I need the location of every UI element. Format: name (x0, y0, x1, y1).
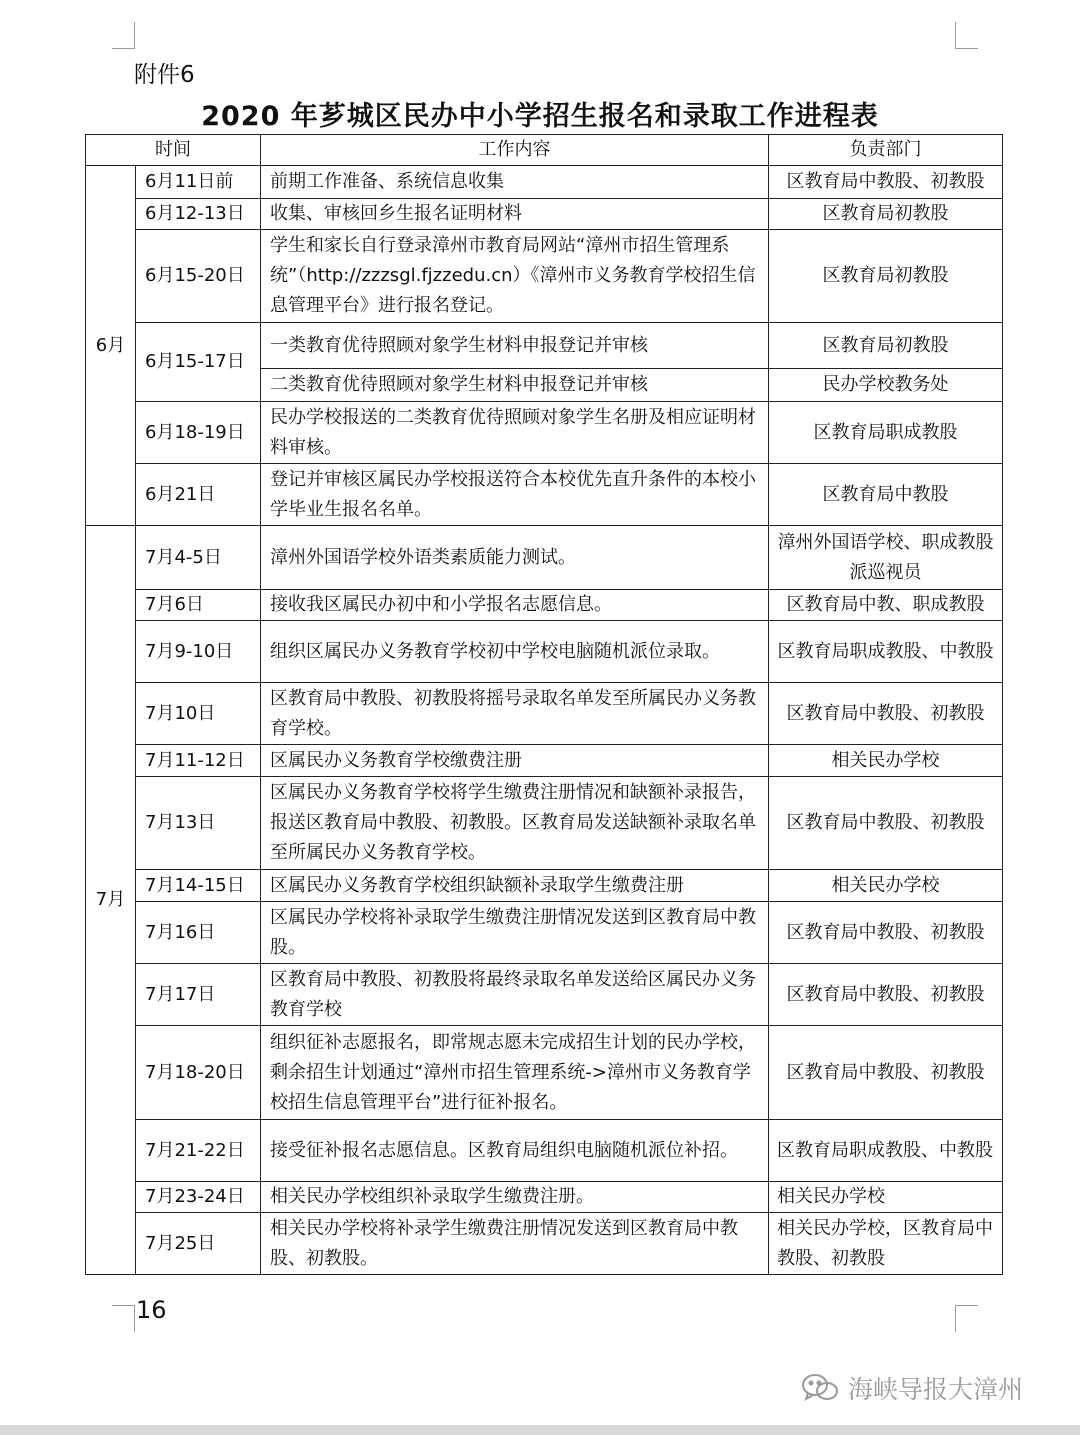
content-cell: 区属民办义务教育学校组织缺额补录取学生缴费注册 (261, 870, 769, 902)
department-cell: 区教育局中教股、初教股 (769, 683, 1003, 745)
content-cell: 组织区属民办义务教育学校初中学校电脑随机派位录取。 (261, 621, 769, 683)
content-cell: 相关民办学校将补录学生缴费注册情况发送到区教育局中教股、初教股。 (261, 1213, 769, 1275)
month-cell-june: 6月 (86, 166, 136, 526)
table-row (86, 1026, 1003, 1120)
date-cell: 7月9-10日 (136, 621, 261, 683)
column-header-department: 负责部门 (769, 135, 1003, 166)
watermark-text: 海峡导报大漳州 (848, 1375, 1024, 1404)
content-cell: 区属民办义务教育学校缴费注册 (261, 745, 769, 777)
table-row (86, 590, 1003, 621)
date-cell: 6月15-17日 (136, 323, 261, 402)
date-cell: 7月14-15日 (136, 870, 261, 902)
date-cell: 7月6日 (136, 590, 261, 621)
table-row (86, 199, 1003, 230)
table-row (86, 464, 1003, 526)
month-cell-july: 7月 (86, 526, 136, 1275)
department-cell: 区教育局初教股 (769, 199, 1003, 230)
table-row (86, 621, 1003, 683)
table-row (86, 402, 1003, 464)
content-cell: 二类教育优待照顾对象学生材料申报登记并审核 (261, 369, 769, 402)
department-cell: 区教育局中教、职成教股 (769, 590, 1003, 621)
crop-mark-bottom-left (112, 1305, 135, 1332)
department-cell: 区教育局初教股 (769, 230, 1003, 323)
crop-mark-top-right (955, 22, 978, 49)
department-cell: 区教育局中教股、初教股 (769, 964, 1003, 1026)
content-cell: 组织征补志愿报名，即常规志愿未完成招生计划的民办学校，剩余招生计划通过“漳州市招生管理系统->漳州市义务教育学校招生信息管理平台”进行征补报名。 (261, 1026, 769, 1120)
department-cell: 区教育局中教股、初教股 (769, 166, 1003, 199)
watermark (800, 1370, 1060, 1406)
department-cell: 区教育局中教股 (769, 464, 1003, 526)
table-row (86, 323, 1003, 369)
date-cell: 6月21日 (136, 464, 261, 526)
content-cell: 收集、审核回乡生报名证明材料 (261, 199, 769, 230)
page-title: 2020 年芗城区民办中小学招生报名和录取工作进程表 (201, 101, 879, 132)
content-cell: 区教育局中教股、初教股将摇号录取名单发至所属民办义务教育学校。 (261, 683, 769, 745)
attachment-label: 附件6 (134, 62, 195, 88)
department-cell: 漳州外国语学校、职成教股派巡视员 (769, 526, 1003, 590)
department-cell: 区教育局职成教股、中教股 (769, 621, 1003, 683)
table-row (86, 526, 1003, 590)
table-row (86, 902, 1003, 964)
department-cell: 相关民办学校 (769, 870, 1003, 902)
date-cell: 7月23-24日 (136, 1182, 261, 1213)
content-cell: 接收我区属民办初中和小学报名志愿信息。 (261, 590, 769, 621)
content-cell: 接受征补报名志愿信息。区教育局组织电脑随机派位补招。 (261, 1120, 769, 1182)
date-cell: 6月12-13日 (136, 199, 261, 230)
content-cell: 区属民办义务教育学校将学生缴费注册情况和缺额补录报告，报送区教育局中教股、初教股。区教育局发送缺额补录取名单至所属民办义务教育学校。 (261, 777, 769, 870)
table-header-row (86, 135, 1003, 166)
content-cell: 区教育局中教股、初教股将最终录取名单发送给区属民办义务教育学校 (261, 964, 769, 1026)
table-row (86, 166, 1003, 199)
date-cell: 7月10日 (136, 683, 261, 745)
department-cell: 区教育局中教股、初教股 (769, 1026, 1003, 1120)
department-cell: 相关民办学校 (769, 745, 1003, 777)
department-cell: 区教育局职成教股 (769, 402, 1003, 464)
date-cell: 7月16日 (136, 902, 261, 964)
content-cell: 登记并审核区属民办学校报送符合本校优先直升条件的本校小学毕业生报名名单。 (261, 464, 769, 526)
content-cell: 相关民办学校组织补录取学生缴费注册。 (261, 1182, 769, 1213)
date-cell: 7月25日 (136, 1213, 261, 1275)
department-cell: 区教育局中教股、初教股 (769, 902, 1003, 964)
schedule-table (85, 134, 1003, 1275)
content-cell: 区属民办学校将补录取学生缴费注册情况发送到区教育局中教股。 (261, 902, 769, 964)
table-row (86, 1213, 1003, 1275)
content-cell: 前期工作准备、系统信息收集 (261, 166, 769, 199)
table-row (86, 230, 1003, 323)
table-row (86, 1182, 1003, 1213)
date-cell: 7月18-20日 (136, 1026, 261, 1120)
date-cell: 7月11-12日 (136, 745, 261, 777)
table-row (86, 777, 1003, 870)
department-cell: 民办学校教务处 (769, 369, 1003, 402)
content-cell: 民办学校报送的二类教育优待照顾对象学生名册及相应证明材料审核。 (261, 402, 769, 464)
content-cell: 漳州外国语学校外语类素质能力测试。 (261, 526, 769, 590)
date-cell: 7月17日 (136, 964, 261, 1026)
date-cell: 7月13日 (136, 777, 261, 870)
date-cell: 6月11日前 (136, 166, 261, 199)
department-cell: 区教育局职成教股、中教股 (769, 1120, 1003, 1182)
column-header-time: 时间 (86, 135, 261, 166)
table-row (86, 1120, 1003, 1182)
table-row (86, 745, 1003, 777)
crop-mark-top-left (112, 22, 135, 49)
wechat-icon (800, 1372, 840, 1404)
table-row (86, 870, 1003, 902)
page-number: 16 (136, 1296, 167, 1324)
column-header-content: 工作内容 (261, 135, 769, 166)
content-cell: 学生和家长自行登录漳州市教育局网站“漳州市招生管理系统”（http://zzzsgl.fjzzedu.cn）《漳州市义务教育学校招生信息管理平台》进行报名登记。 (261, 230, 769, 323)
date-cell: 7月21-22日 (136, 1120, 261, 1182)
table-row (86, 683, 1003, 745)
department-cell: 相关民办学校 (769, 1182, 1003, 1213)
department-cell: 区教育局中教股、初教股 (769, 777, 1003, 870)
date-cell: 7月4-5日 (136, 526, 261, 590)
department-cell: 相关民办学校，区教育局中教股、初教股 (769, 1213, 1003, 1275)
bottom-bar (0, 1425, 1080, 1435)
date-cell: 6月18-19日 (136, 402, 261, 464)
table-row (86, 964, 1003, 1026)
crop-mark-bottom-right (955, 1305, 978, 1332)
content-cell: 一类教育优待照顾对象学生材料申报登记并审核 (261, 323, 769, 369)
date-cell: 6月15-20日 (136, 230, 261, 323)
department-cell: 区教育局初教股 (769, 323, 1003, 369)
